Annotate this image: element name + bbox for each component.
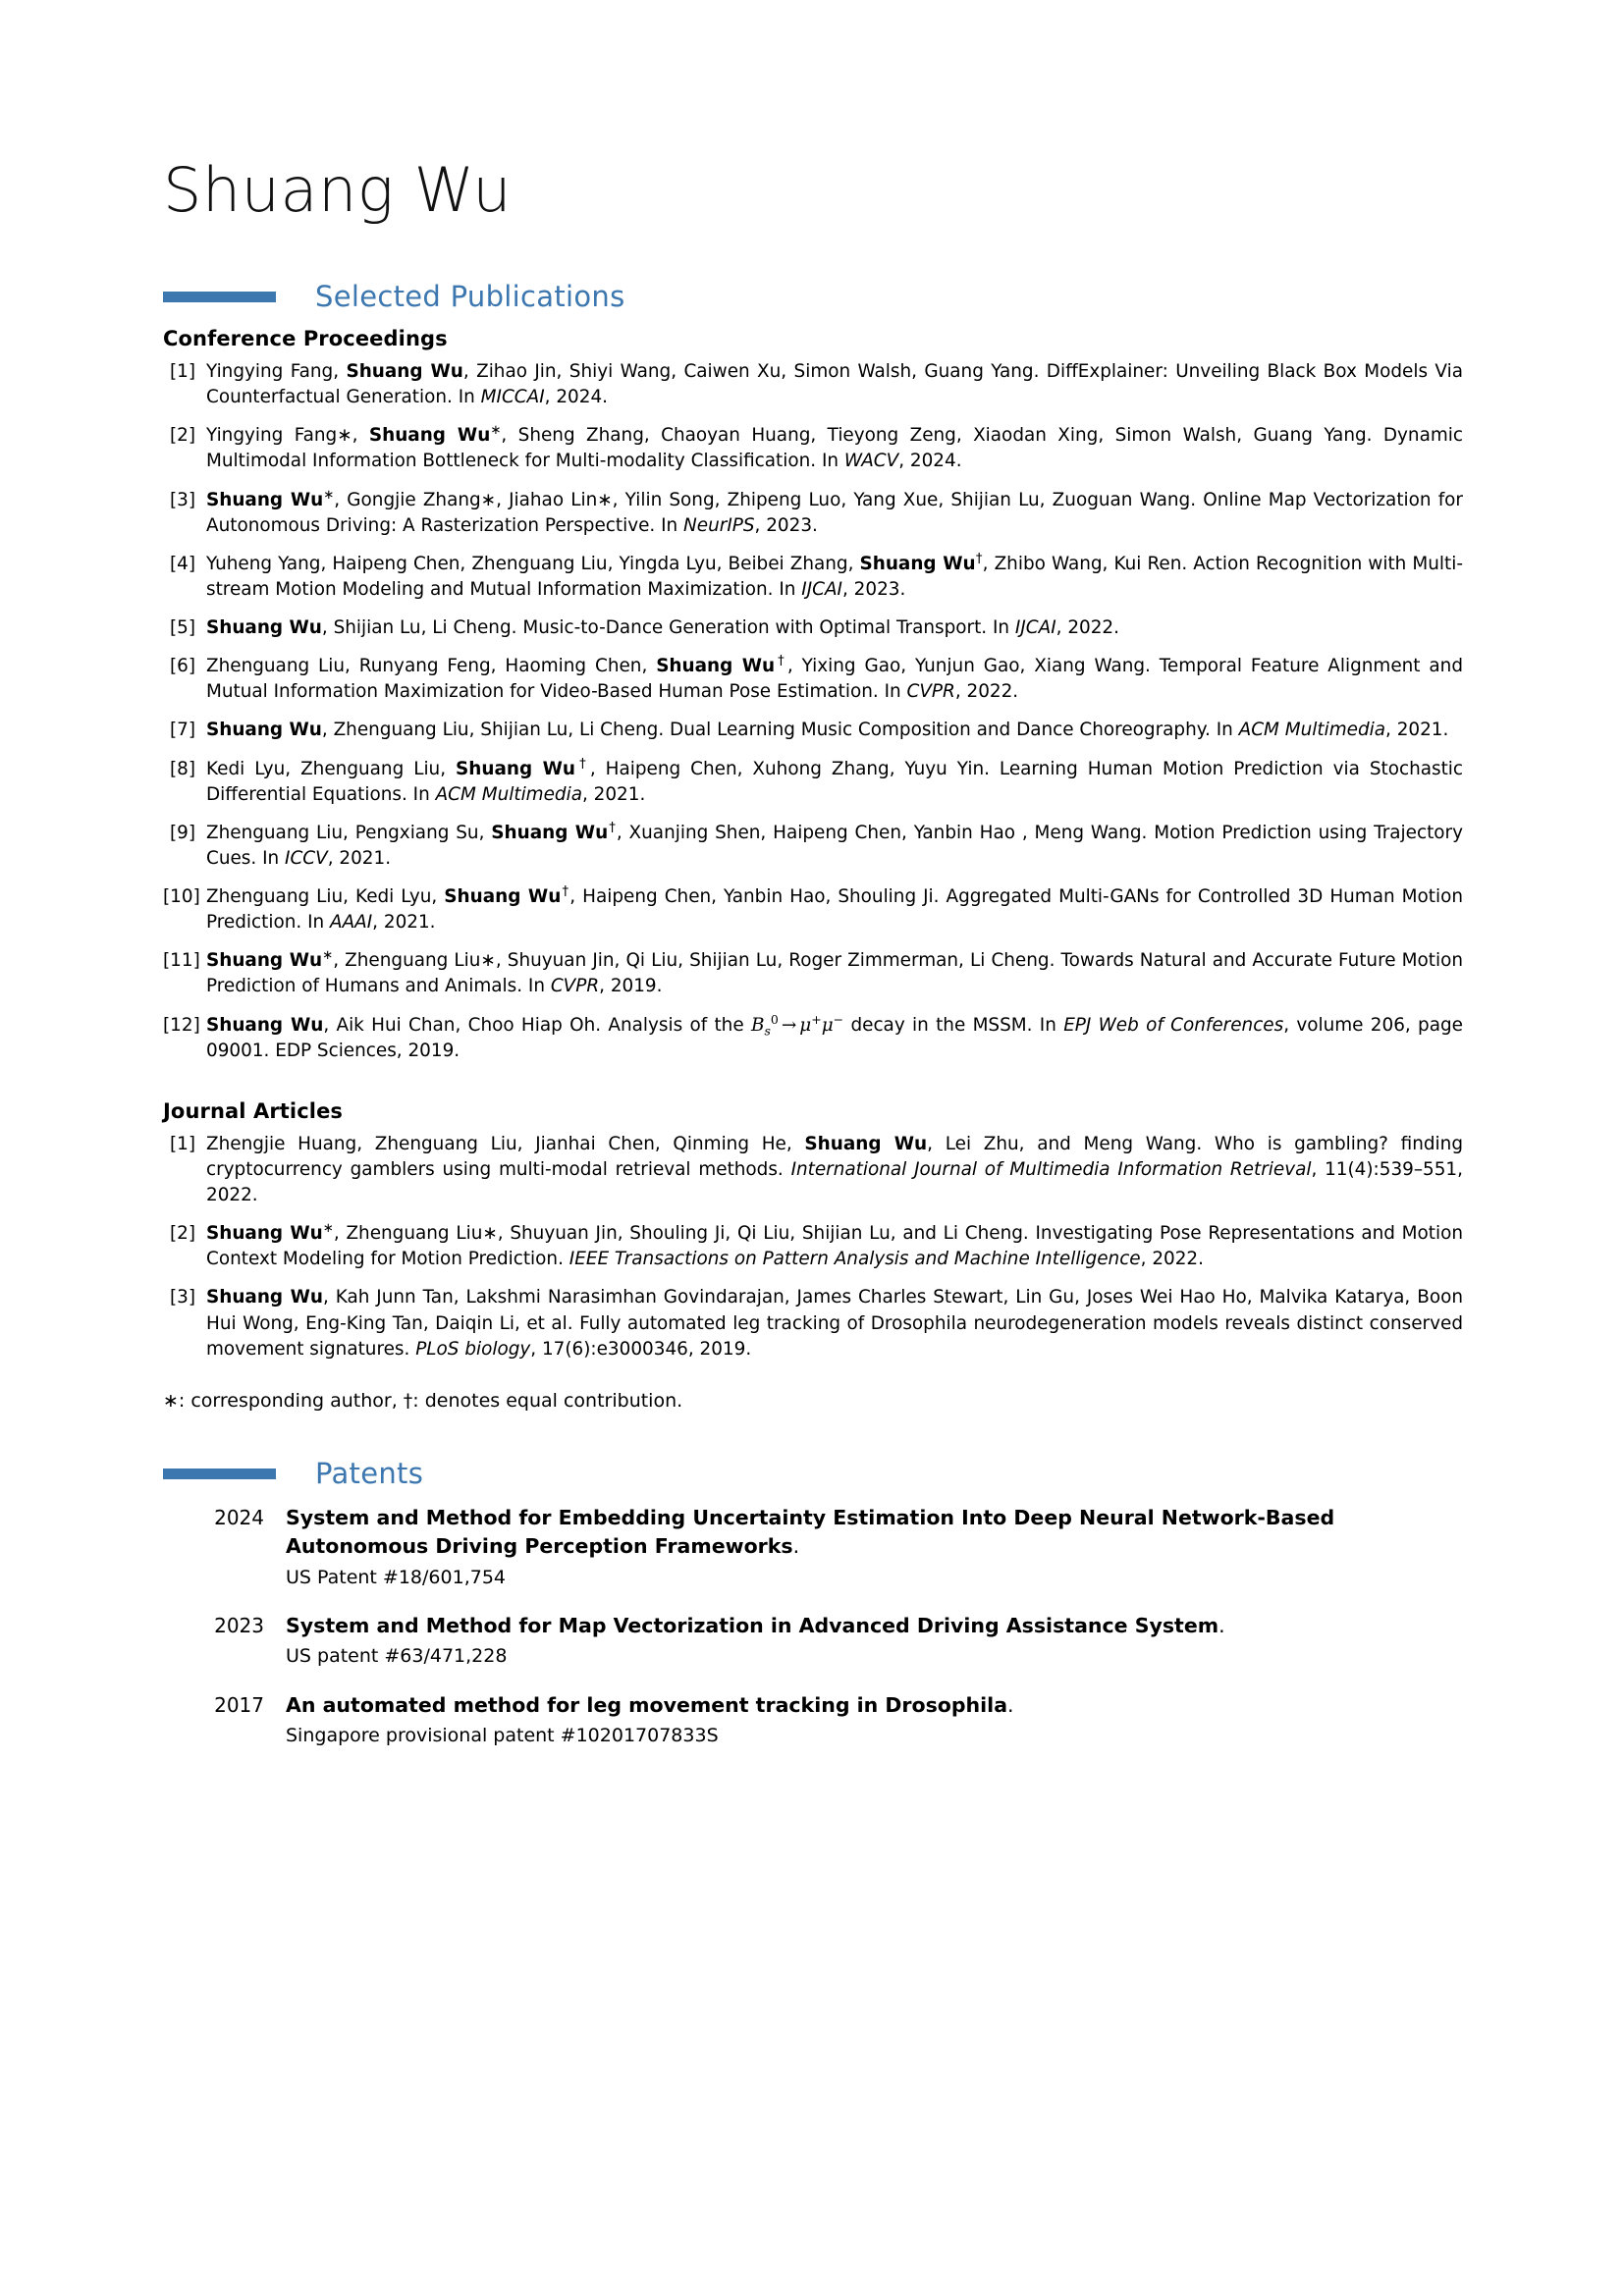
math-mu-plus: μ (799, 1014, 812, 1036)
journal-articles-list (163, 1132, 1463, 1362)
page-title: Shuang Wu (163, 154, 513, 226)
bib-self-author: Shuang Wu (206, 1014, 324, 1036)
bib-venue-post: , 11(4):539–551, 2022. (206, 1158, 1463, 1205)
bib-venue-pre: In (452, 387, 481, 408)
bib-venue-post: , 2023. (841, 578, 906, 600)
bib-authors-post: , Zhenguang Liu∗, Shuyuan Jin, Shouling Ji, Qi Liu, Shijian Lu, and Li Cheng. (333, 1223, 1036, 1245)
bib-entry (163, 615, 1463, 641)
bib-entry (163, 1132, 1463, 1208)
bib-text (206, 488, 1463, 539)
patent-entry (163, 1504, 1463, 1590)
bib-entry (163, 757, 1463, 808)
bib-title: Who is gambling? finding cryptocurrency gamblers using multi-modal retrieval methods. (206, 1133, 1463, 1180)
bib-number: [10] (163, 886, 200, 907)
patent-entry (163, 1691, 1463, 1749)
bib-entry (163, 359, 1463, 410)
section-header-patents (163, 1457, 1463, 1490)
patent-title-period: . (1007, 1692, 1014, 1717)
bib-self-author: Shuang Wu (206, 950, 323, 972)
bib-venue-post: , 2021. (327, 847, 392, 869)
bib-venue: ACM Multimedia (1238, 720, 1385, 741)
bib-authors-post: , Kah Junn Tan, Lakshmi Narasimhan Govindarajan, James Charles Stewart, Lin Gu, Joses Wei Hao Ho, Malvika Katarya, Boon Hui Wong, Eng-King Tan, Daiqin Li, et al. (206, 1287, 1463, 1334)
bib-title: DiffExplainer: Unveiling Black Box Models Via Counterfactual Generation. (206, 361, 1463, 408)
bib-venue-post: , 17(6):e3000346, 2019. (530, 1338, 752, 1360)
bib-number: [6] (169, 656, 195, 677)
bib-title: Motion Prediction using Trajectory Cues. (206, 822, 1463, 869)
patent-body (286, 1504, 1463, 1590)
patent-title-line (286, 1693, 1014, 1717)
bib-venue-post: , 2022. (1140, 1249, 1204, 1270)
bib-self-author: Shuang Wu (456, 758, 576, 779)
bib-venue-post: , 2021. (581, 783, 646, 805)
bib-authors-pre: Zhenguang Liu, Runyang Feng, Haoming Chen, (206, 656, 657, 677)
bib-math-formula (750, 1011, 844, 1039)
patent-title-line (286, 1614, 1225, 1637)
patent-title-period: . (792, 1534, 800, 1559)
math-mu-minus-sign: − (833, 1011, 844, 1027)
bib-authors-post: , Shijian Lu, Li Cheng. (321, 617, 523, 638)
bib-text (206, 821, 1463, 872)
patent-year: 2017 (214, 1692, 264, 1717)
bib-text (206, 884, 1463, 935)
bib-authors-post: , Lei Zhu, and Meng Wang. (927, 1133, 1215, 1154)
bib-title-tail: decay in the MSSM. In (843, 1014, 1064, 1036)
bib-self-author: Shuang Wu (804, 1133, 928, 1154)
bib-text (206, 1285, 1463, 1362)
bib-venue-pre: In (522, 976, 551, 997)
bib-venue: MICCAI (480, 387, 545, 408)
bib-text (206, 718, 1463, 743)
bib-self-mark: ∗ (322, 948, 334, 964)
bib-venue-post: , 2023. (754, 514, 818, 536)
bib-authors-post: , Xuanjing Shen, Haipeng Chen, Yanbin Hao , Meng Wang. (616, 822, 1155, 843)
bib-self-author: Shuang Wu (656, 656, 776, 677)
bib-authors-post: , Zhenguang Liu, Shijian Lu, Li Cheng. (321, 720, 671, 741)
bib-text (206, 1132, 1463, 1208)
bib-self-author: Shuang Wu (206, 617, 322, 638)
bib-number: [9] (169, 822, 195, 843)
bib-venue: AAAI (330, 912, 373, 934)
bib-number: [2] (169, 1223, 195, 1245)
bib-self-mark: ∗ (323, 487, 335, 503)
bib-authors-pre: Kedi Lyu, Zhenguang Liu, (206, 758, 457, 779)
bib-title: Towards Natural and Accurate Future Motion Prediction of Humans and Animals. (206, 950, 1463, 997)
bib-self-author: Shuang Wu (206, 1223, 323, 1245)
bib-self-author: Shuang Wu (206, 489, 324, 510)
bib-authors-pre: Zhenguang Liu, Pengxiang Su, (206, 822, 492, 843)
bib-venue: CVPR (550, 976, 600, 997)
bib-self-author: Shuang Wu (444, 886, 562, 907)
patent-number: US Patent #18/601,754 (286, 1566, 506, 1588)
math-superscript: 0 (770, 1011, 779, 1027)
patent-title-period: . (1218, 1614, 1225, 1638)
patents-list (163, 1504, 1463, 1748)
bib-entry (163, 884, 1463, 935)
bib-self-mark: † (775, 654, 787, 668)
patent-body (286, 1612, 1463, 1670)
bib-self-author: Shuang Wu (368, 425, 491, 447)
bib-venue-pre: In (878, 681, 907, 703)
bib-venue: CVPR (906, 681, 955, 703)
bib-number: [3] (169, 489, 195, 510)
bib-self-author: Shuang Wu (859, 553, 976, 574)
bib-self-author: Shuang Wu (346, 361, 463, 382)
bib-title: Aggregated Multi-GANs for Controlled 3D Human Motion Prediction. (206, 886, 1464, 934)
bib-entry (163, 821, 1463, 872)
bib-venue-post: , 2024. (898, 451, 962, 472)
bib-authors-post: , Zhenguang Liu∗, Shuyuan Jin, Qi Liu, Shijian Lu, Roger Zimmerman, Li Cheng. (333, 950, 1061, 972)
bib-authors-post: , Haipeng Chen, Yanbin Hao, Shouling Ji. (569, 886, 947, 907)
bib-authors-post: , Aik Hui Chan, Choo Hiap Oh. Analysis of the (323, 1014, 751, 1036)
patent-entry (163, 1612, 1463, 1670)
bib-number: [1] (169, 1133, 195, 1154)
bib-text (206, 423, 1463, 474)
bib-venue-post: , 2019. (599, 976, 663, 997)
bib-number: [4] (169, 553, 195, 574)
bib-entry (163, 488, 1463, 539)
patent-year: 2023 (214, 1614, 264, 1638)
bib-venue: IEEE Transactions on Pattern Analysis and Machine Intelligence (568, 1249, 1141, 1270)
bib-text (206, 1221, 1463, 1272)
publications-footnote: ∗: corresponding author, †: denotes equal contribution. (163, 1389, 683, 1412)
bib-venue-post: , 2022. (1056, 617, 1119, 638)
patent-title: System and Method for Map Vectorization in Advanced Driving Assistance System (286, 1614, 1219, 1638)
bib-venue-pre: In (816, 451, 844, 472)
bib-text (206, 948, 1463, 999)
bib-venue: EPJ Web of Conferences (1063, 1014, 1284, 1036)
bib-venue-pre: In (256, 847, 286, 869)
bib-entry (163, 1013, 1463, 1064)
bib-authors-post: , Haipeng Chen, Xuhong Zhang, Yuyu Yin. (589, 758, 1000, 779)
bib-self-mark: ∗ (322, 1221, 334, 1236)
bib-authors-pre: Zhengjie Huang, Zhenguang Liu, Jianhai Chen, Qinming He, (206, 1133, 805, 1154)
bib-self-mark: † (575, 756, 590, 772)
bib-self-author: Shuang Wu (206, 720, 322, 741)
bib-title: Fully automated leg tracking of Drosophila neurodegeneration models reveals distinct conserved movement signatures. (206, 1312, 1463, 1360)
bib-venue: IJCAI (801, 578, 842, 600)
bib-entry (163, 654, 1463, 705)
math-arrow: → (781, 1014, 797, 1036)
bib-number: [1] (169, 361, 195, 382)
patent-body (286, 1691, 1463, 1749)
bib-venue: IJCAI (1014, 617, 1056, 638)
bib-venue: International Journal of Multimedia Information Retrieval (790, 1158, 1312, 1180)
bib-venue-pre: In (655, 514, 684, 536)
bib-venue-post: , 2021. (1385, 720, 1449, 741)
subheading-conference-proceedings: Conference Proceedings (163, 327, 448, 350)
bib-authors-post: , Zihao Jin, Shiyi Wang, Caiwen Xu, Simon Walsh, Guang Yang. (462, 361, 1047, 382)
bib-self-author: Shuang Wu (206, 1287, 323, 1308)
bib-text (206, 359, 1463, 410)
conference-proceedings-list (163, 359, 1463, 1064)
bib-authors-pre: Zhenguang Liu, Kedi Lyu, (206, 886, 445, 907)
patent-number: US patent #63/471,228 (286, 1645, 508, 1668)
bib-entry (163, 1221, 1463, 1272)
math-subscript: s (764, 1023, 771, 1039)
bib-number: [5] (169, 617, 195, 638)
bib-entry (163, 1285, 1463, 1362)
bib-venue-post: , volume 206, page 09001. EDP Sciences, 2019. (206, 1014, 1463, 1061)
bib-self-mark: ∗ (490, 423, 502, 439)
bib-title: Action Recognition with Multi-stream Motion Modeling and Mutual Information Maximization. (206, 553, 1463, 600)
math-mu-plus-sign: + (811, 1011, 822, 1027)
bib-text (206, 552, 1463, 603)
bib-number: [3] (169, 1287, 195, 1308)
bib-venue-post: , 2024. (544, 387, 608, 408)
bib-text (206, 654, 1463, 705)
bib-venue-pre: In (301, 912, 330, 934)
bib-text (206, 757, 1463, 808)
bib-title: Dual Learning Music Composition and Dance Choreography. (670, 720, 1211, 741)
bib-self-author: Shuang Wu (491, 822, 609, 843)
bib-venue: PLoS biology (415, 1338, 531, 1360)
bib-venue: WACV (843, 451, 899, 472)
patent-title: An automated method for leg movement tracking in Drosophila (286, 1692, 1008, 1717)
bib-text (206, 615, 1463, 641)
section-title-publications: Selected Publications (315, 280, 625, 313)
bib-venue-pre: In (987, 617, 1015, 638)
bib-authors-pre: Yingying Fang, (206, 361, 347, 382)
patent-title: System and Method for Embedding Uncertainty Estimation Into Deep Neural Network-Based Autonomous Driving Perception Frameworks (286, 1506, 1335, 1559)
bib-venue-post: , 2021. (372, 912, 436, 934)
bib-title: Online Map Vectorization for Autonomous Driving: A Rasterization Perspective. (206, 489, 1463, 536)
bib-venue-post: , 2022. (954, 681, 1019, 703)
section-header-publications (163, 280, 1463, 313)
bib-venue-pre: In (406, 783, 436, 805)
bib-self-mark: † (608, 820, 617, 835)
bib-entry (163, 423, 1463, 474)
bib-self-mark: † (561, 883, 570, 899)
section-rule-icon (163, 292, 276, 302)
bib-text (206, 1013, 1463, 1064)
bib-venue: ACM Multimedia (435, 783, 582, 805)
section-title-patents: Patents (315, 1457, 424, 1491)
bib-authors-pre: Yingying Fang∗, (206, 425, 369, 447)
bib-entry (163, 718, 1463, 743)
bib-title: Investigating Pose Representations and Motion Context Modeling for Motion Prediction. (206, 1223, 1463, 1270)
bib-title: Music-to-Dance Generation with Optimal Transport. (522, 617, 988, 638)
bib-title: Dynamic Multimodal Information Bottleneck for Multi-modality Classification. (206, 425, 1463, 472)
bib-venue: ICCV (285, 847, 328, 869)
bib-authors-post: , Gongjie Zhang∗, Jiahao Lin∗, Yilin Song, Zhipeng Luo, Yang Xue, Shijian Lu, Zuoguan Wang. (334, 489, 1204, 510)
bib-authors-post: , Yixing Gao, Yunjun Gao, Xiang Wang. (786, 656, 1160, 677)
subheading-journal-articles: Journal Articles (163, 1098, 344, 1123)
bib-title: Temporal Feature Alignment and Mutual Information Maximization for Video-Based Human Pose Estimation. (206, 656, 1463, 703)
bib-number: [2] (169, 425, 195, 447)
bib-authors-pre: Yuheng Yang, Haipeng Chen, Zhenguang Liu, Yingda Lyu, Beibei Zhang, (206, 553, 860, 574)
bib-number: [11] (163, 950, 200, 972)
patent-year: 2024 (214, 1506, 264, 1530)
bib-venue: NeurIPS (683, 514, 755, 536)
bib-number: [12] (163, 1014, 200, 1036)
patent-number: Singapore provisional patent #10201707833S (286, 1724, 719, 1746)
bib-authors-post: , Sheng Zhang, Chaoyan Huang, Tieyong Zeng, Xiaodan Xing, Simon Walsh, Guang Yang. (501, 425, 1383, 447)
bib-entry (163, 552, 1463, 603)
patent-title-line (286, 1506, 1334, 1558)
section-rule-icon (163, 1468, 276, 1479)
bib-self-mark: † (975, 551, 983, 566)
math-mu-minus: μ (821, 1014, 834, 1036)
bib-venue-pre: In (1210, 720, 1239, 741)
bib-venue-pre: In (773, 578, 802, 600)
bib-number: [7] (169, 720, 195, 741)
math-base: B (750, 1014, 765, 1036)
bib-authors-post: , Zhibo Wang, Kui Ren. (982, 553, 1194, 574)
page-content (163, 0, 1463, 1771)
bib-number: [8] (169, 758, 195, 779)
bib-title: Learning Human Motion Prediction via Stochastic Differential Equations. (206, 758, 1464, 805)
bib-entry (163, 948, 1463, 999)
